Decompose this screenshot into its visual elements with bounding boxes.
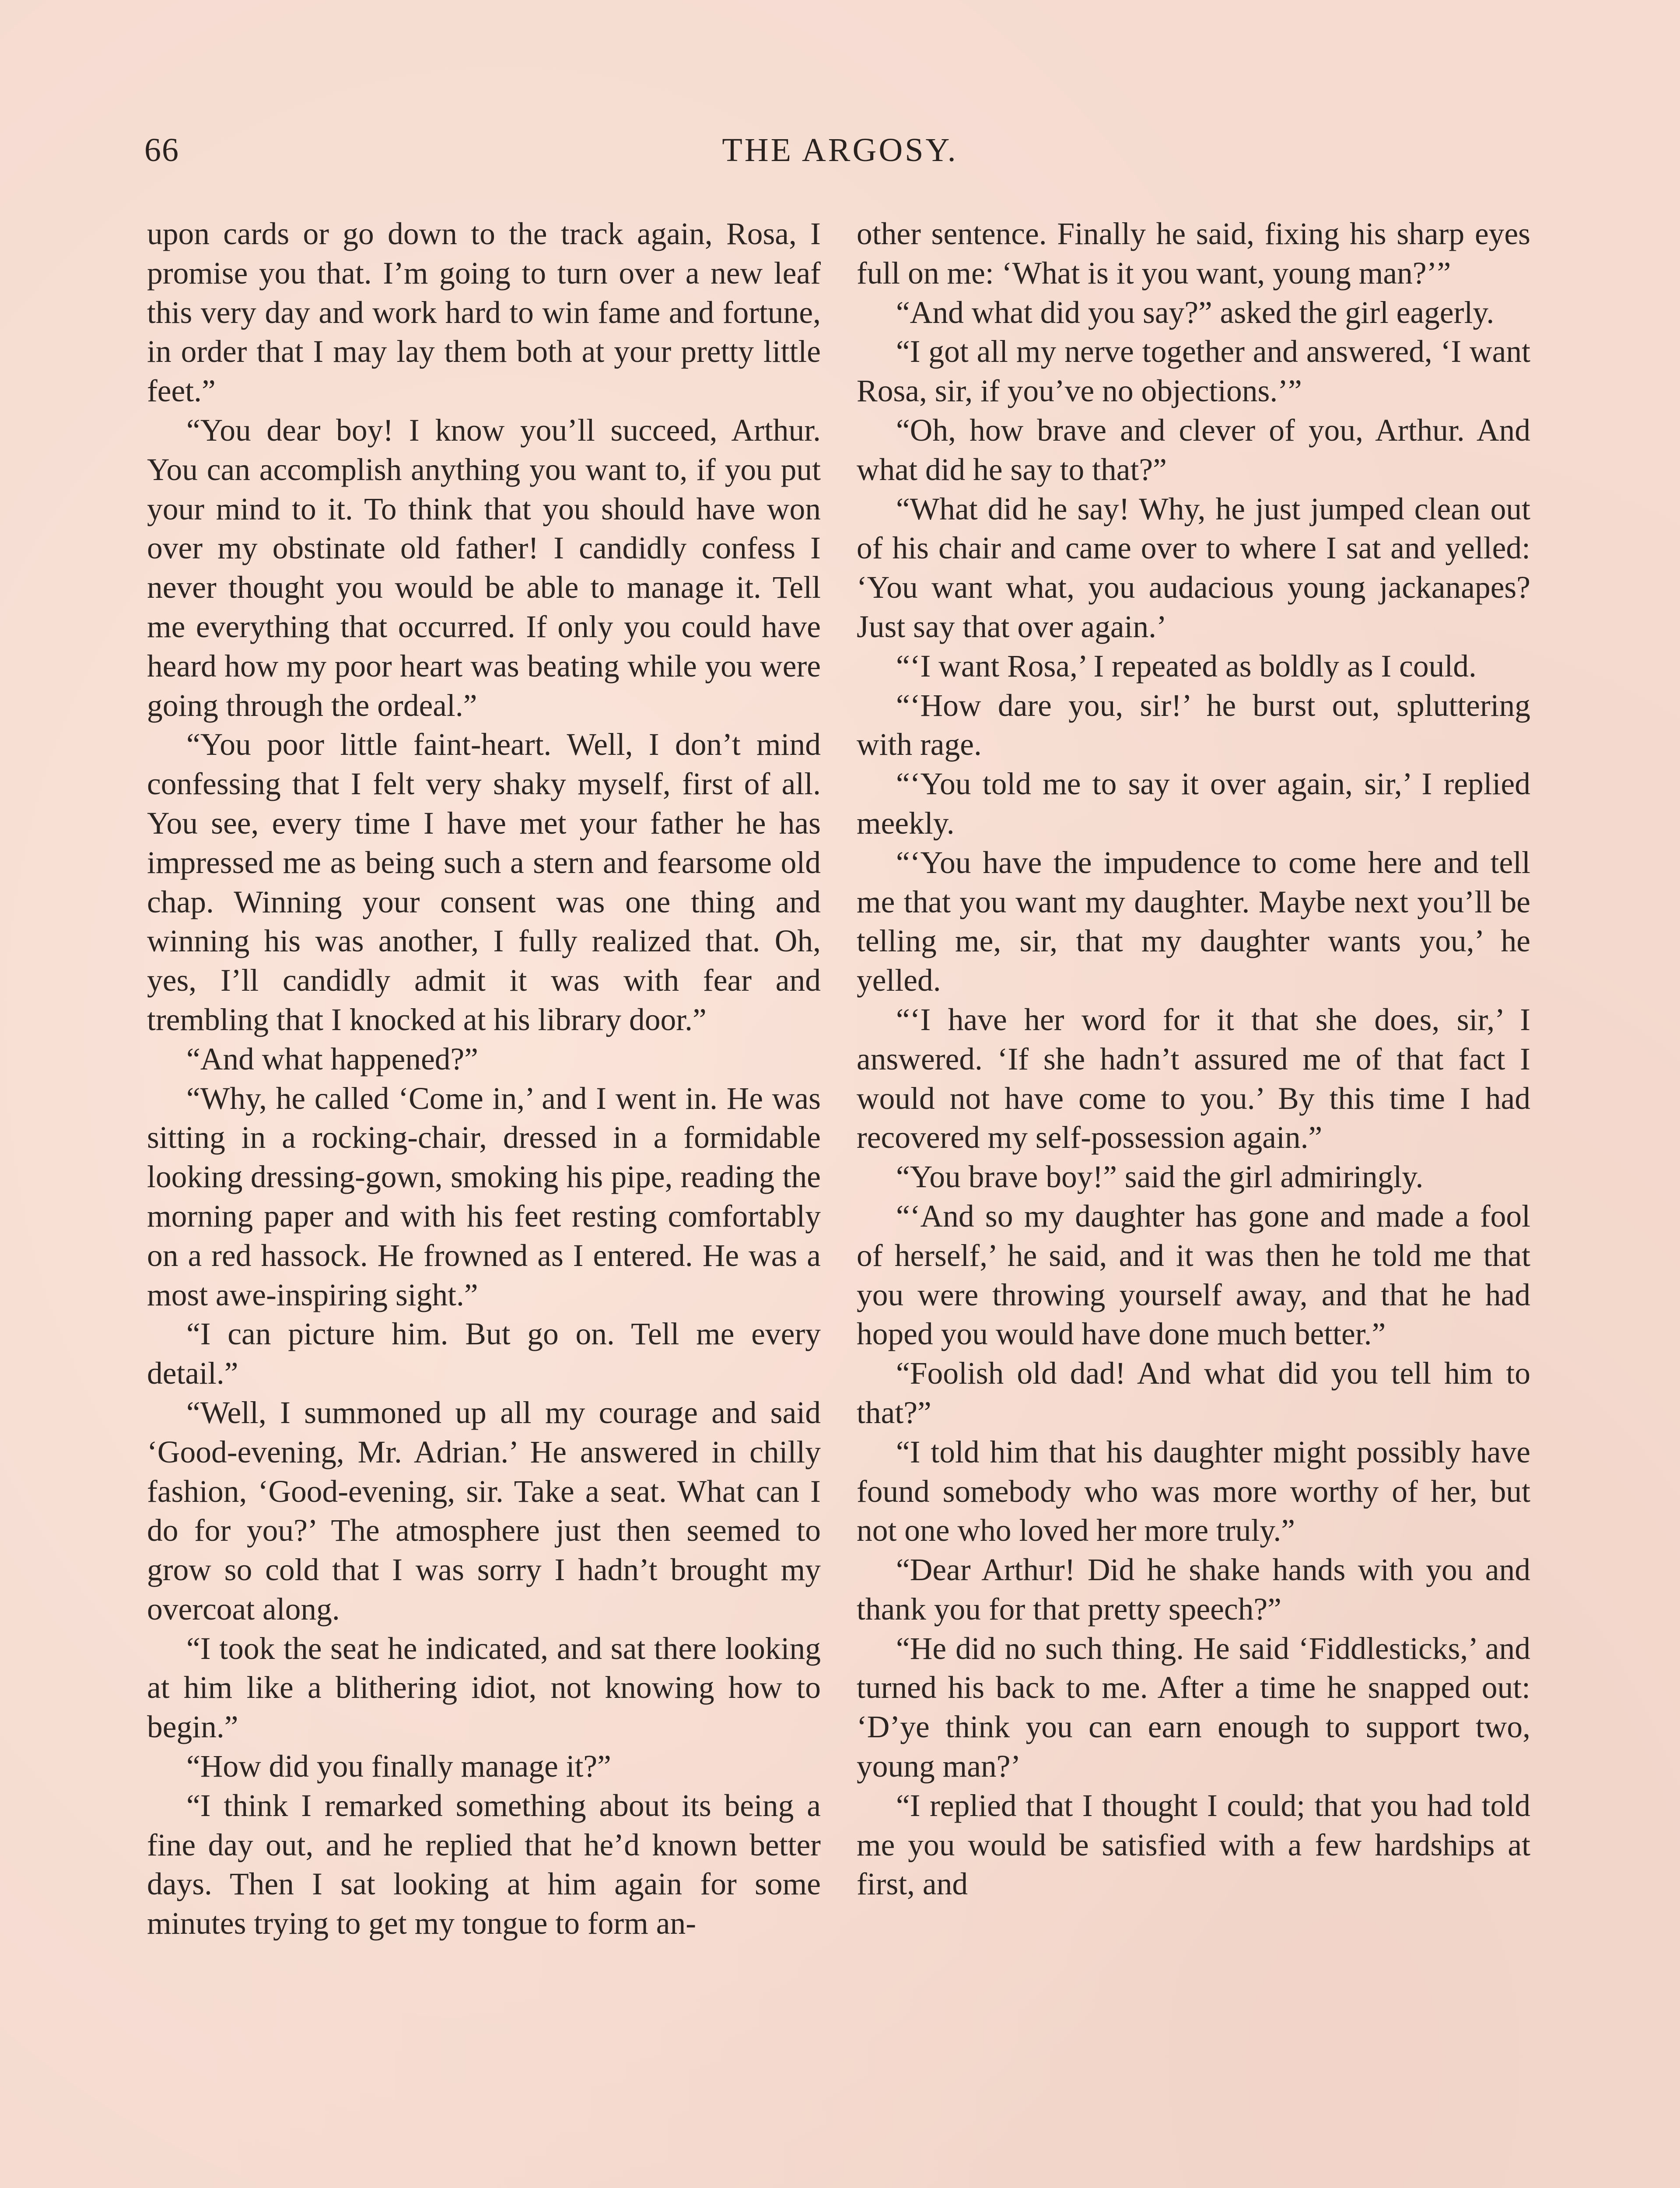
paragraph: “You poor little faint-heart. Well, I don’t mind confessing that I felt very shaky myself, first of all. You see, every time I have met your father he has impressed me as being such a stern and fearsome old chap. Winning your consent was one thing and winning his was another, I fully realized that. Oh, yes, I’ll candidly admit it was with fear and trembling that I knocked at his library door.” bbox=[147, 727, 821, 1037]
paragraph: “He did no such thing. He said ‘Fiddlesticks,’ and turned his back to me. After a time he snapped out: ‘D’ye think you can earn enough to support two, young man?’ bbox=[857, 1631, 1530, 1784]
paragraph: “‘I want Rosa,’ I repeated as boldly as I could. bbox=[896, 649, 1477, 684]
paragraph: “You dear boy! I know you’ll succeed, Arthur. You can accomplish anything you want to, if you put your mind to it. To think that you should have won over my obstinate old father! I candidly confess I never thought you would be able to manage it. Tell me everything that occurred. If only you could have heard how my poor heart was beating while you were going through the ordeal.” bbox=[147, 413, 821, 723]
paragraph: “‘How dare you, sir!’ he burst out, spluttering with rage. bbox=[857, 688, 1530, 762]
paragraph: “Why, he called ‘Come in,’ and I went in. He was sitting in a rocking-chair, dressed in a formidable looking dressing-gown, smoking his pipe, reading the morning paper and with his feet resting comfortably on a red hassock. He frowned as I entered. He was a most awe-inspiring sight.” bbox=[147, 1081, 821, 1312]
left-column bbox=[147, 214, 821, 1943]
right-column bbox=[857, 214, 1530, 1904]
paragraph: “I replied that I thought I could; that you had told me you would be satisfied with a few hardships at first, and bbox=[857, 1788, 1530, 1902]
paragraph: “What did he say! Why, he just jumped clean out of his chair and came over to where I sat and yelled: ‘You want what, you audacious young jackanapes? Just say that over again.’ bbox=[857, 491, 1530, 644]
paragraph: “Foolish old dad! And what did you tell him to that?” bbox=[857, 1356, 1530, 1430]
paragraph: “How did you finally manage it?” bbox=[186, 1749, 611, 1784]
paragraph: “Oh, how brave and clever of you, Arthur. And what did he say to that?” bbox=[857, 413, 1530, 487]
paragraph: “‘You told me to say it over again, sir,’ I replied meekly. bbox=[857, 767, 1530, 841]
paragraph: “Well, I summoned up all my courage and said ‘Good-evening, Mr. Adrian.’ He answered in chilly fashion, ‘Good-evening, sir. Take a seat. What can I do for you?’ The atmosphere just then seemed to grow so cold that I was sorry I hadn’t brought my overcoat along. bbox=[147, 1395, 821, 1627]
paragraph: “‘And so my daughter has gone and made a fool of herself,’ he said, and it was then he told me that you were throwing yourself away, and that he had hoped you would have done much better.” bbox=[857, 1199, 1530, 1352]
paragraph: “Dear Arthur! Did he shake hands with you and thank you for that pretty speech?” bbox=[857, 1553, 1530, 1627]
page-number: 66 bbox=[144, 132, 179, 168]
paragraph: “You brave boy!” said the girl admiringly. bbox=[896, 1160, 1424, 1195]
paragraph: “I think I remarked something about its being a fine day out, and he replied that he’d known better days. Then I sat looking at him again for some minutes trying to get my tongue to form an- bbox=[147, 1788, 821, 1941]
paragraph: upon cards or go down to the track again, Rosa, I promise you that. I’m going to turn over a new leaf this very day and work hard to win fame and fortune, in order that I may lay them both at your pretty little feet.” bbox=[147, 217, 821, 409]
page-header bbox=[144, 131, 1536, 179]
paragraph: “I got all my nerve together and answered, ‘I want Rosa, sir, if you’ve no objections.’” bbox=[857, 334, 1530, 409]
paragraph: other sentence. Finally he said, fixing his sharp eyes full on me: ‘What is it you want, young man?’” bbox=[857, 217, 1530, 291]
paragraph: “I told him that his daughter might possibly have found somebody who was more worthy of her, but not one who loved her more truly.” bbox=[857, 1434, 1530, 1548]
paragraph: “And what did you say?” asked the girl eagerly. bbox=[896, 295, 1494, 330]
paragraph: “‘You have the impudence to come here and tell me that you want my daughter. Maybe next you’ll be telling me, sir, that my daughter wants you,’ he yelled. bbox=[857, 845, 1530, 998]
paragraph: “‘I have her word for it that she does, sir,’ I answered. ‘If she hadn’t assured me of that fact I would not have come to you.’ By this time I had recovered my self-possession again.” bbox=[857, 1002, 1530, 1155]
paragraph: “And what happened?” bbox=[186, 1041, 479, 1076]
paragraph: “I can picture him. But go on. Tell me every detail.” bbox=[147, 1317, 821, 1391]
running-head: THE ARGOSY. bbox=[722, 132, 958, 168]
paragraph: “I took the seat he indicated, and sat there looking at him like a blithering idiot, not knowing how to begin.” bbox=[147, 1631, 821, 1745]
